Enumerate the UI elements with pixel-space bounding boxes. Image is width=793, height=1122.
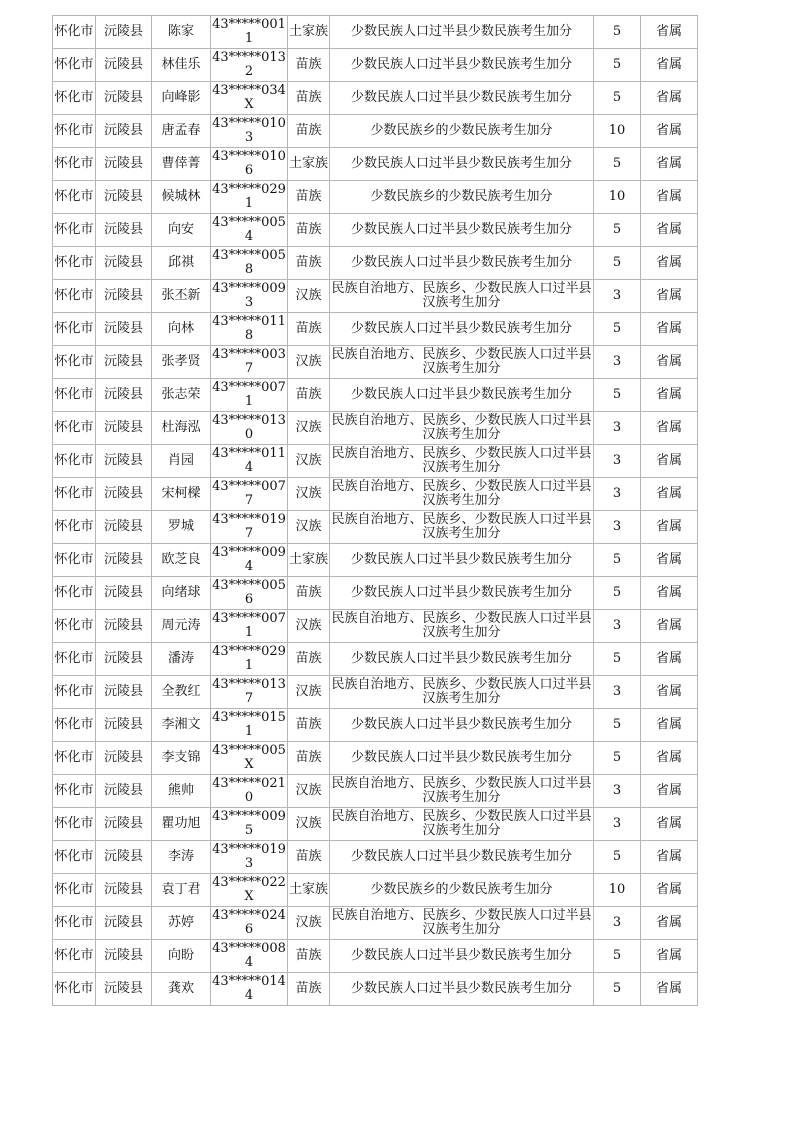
name-cell: 向林 (152, 313, 211, 346)
city-cell: 怀化市 (53, 544, 96, 577)
table-row (53, 346, 698, 379)
table-row (53, 841, 698, 874)
id-number-cell: 43*****0130 (211, 412, 288, 445)
table-row (53, 775, 698, 808)
bonus-policy-cell: 民族自治地方、民族乡、少数民族人口过半县汉族考生加分 (330, 511, 594, 544)
bonus-points-cell: 5 (594, 16, 641, 49)
name-cell: 曹倖菁 (152, 148, 211, 181)
county-cell: 沅陵县 (96, 412, 152, 445)
ethnicity-cell: 汉族 (288, 610, 330, 643)
city-cell: 怀化市 (53, 511, 96, 544)
level-cell: 省属 (641, 16, 698, 49)
bonus-points-cell: 5 (594, 214, 641, 247)
county-cell: 沅陵县 (96, 247, 152, 280)
ethnicity-cell: 苗族 (288, 742, 330, 775)
ethnicity-cell: 汉族 (288, 280, 330, 313)
level-cell: 省属 (641, 940, 698, 973)
bonus-points-cell: 5 (594, 841, 641, 874)
city-cell: 怀化市 (53, 445, 96, 478)
table-row (53, 610, 698, 643)
id-number-cell: 43*****0144 (211, 973, 288, 1006)
level-cell: 省属 (641, 742, 698, 775)
county-cell: 沅陵县 (96, 775, 152, 808)
id-number-cell: 43*****0246 (211, 907, 288, 940)
table-row (53, 445, 698, 478)
table-row (53, 709, 698, 742)
bonus-points-cell: 3 (594, 280, 641, 313)
bonus-points-cell: 3 (594, 511, 641, 544)
ethnicity-cell: 汉族 (288, 907, 330, 940)
level-cell: 省属 (641, 577, 698, 610)
bonus-policy-cell: 少数民族人口过半县少数民族考生加分 (330, 49, 594, 82)
city-cell: 怀化市 (53, 907, 96, 940)
bonus-policy-cell: 少数民族人口过半县少数民族考生加分 (330, 16, 594, 49)
county-cell: 沅陵县 (96, 643, 152, 676)
id-number-cell: 43*****005X (211, 742, 288, 775)
city-cell: 怀化市 (53, 16, 96, 49)
city-cell: 怀化市 (53, 214, 96, 247)
city-cell: 怀化市 (53, 148, 96, 181)
id-number-cell: 43*****034X (211, 82, 288, 115)
ethnicity-cell: 汉族 (288, 511, 330, 544)
ethnicity-cell: 土家族 (288, 148, 330, 181)
bonus-policy-cell: 少数民族人口过半县少数民族考生加分 (330, 247, 594, 280)
table-row (53, 280, 698, 313)
ethnicity-cell: 苗族 (288, 379, 330, 412)
bonus-policy-cell: 民族自治地方、民族乡、少数民族人口过半县汉族考生加分 (330, 676, 594, 709)
level-cell: 省属 (641, 181, 698, 214)
bonus-policy-cell: 少数民族人口过半县少数民族考生加分 (330, 940, 594, 973)
level-cell: 省属 (641, 709, 698, 742)
level-cell: 省属 (641, 445, 698, 478)
bonus-policy-cell: 民族自治地方、民族乡、少数民族人口过半县汉族考生加分 (330, 907, 594, 940)
name-cell: 宋柯樑 (152, 478, 211, 511)
table-row (53, 478, 698, 511)
ethnicity-cell: 汉族 (288, 676, 330, 709)
ethnicity-cell: 汉族 (288, 412, 330, 445)
bonus-points-cell: 5 (594, 973, 641, 1006)
name-cell: 张丕新 (152, 280, 211, 313)
name-cell: 候城林 (152, 181, 211, 214)
bonus-points-cell: 5 (594, 742, 641, 775)
bonus-policy-cell: 少数民族乡的少数民族考生加分 (330, 181, 594, 214)
level-cell: 省属 (641, 775, 698, 808)
bonus-policy-cell: 民族自治地方、民族乡、少数民族人口过半县汉族考生加分 (330, 280, 594, 313)
table-row (53, 16, 698, 49)
bonus-policy-cell: 少数民族乡的少数民族考生加分 (330, 874, 594, 907)
bonus-points-table (52, 15, 698, 1006)
county-cell: 沅陵县 (96, 742, 152, 775)
table-row (53, 874, 698, 907)
county-cell: 沅陵县 (96, 874, 152, 907)
level-cell: 省属 (641, 973, 698, 1006)
level-cell: 省属 (641, 148, 698, 181)
ethnicity-cell: 土家族 (288, 16, 330, 49)
bonus-policy-cell: 少数民族乡的少数民族考生加分 (330, 115, 594, 148)
level-cell: 省属 (641, 808, 698, 841)
table-row (53, 181, 698, 214)
bonus-points-cell: 5 (594, 709, 641, 742)
county-cell: 沅陵县 (96, 907, 152, 940)
id-number-cell: 43*****0210 (211, 775, 288, 808)
id-number-cell: 43*****0071 (211, 379, 288, 412)
id-number-cell: 43*****0132 (211, 49, 288, 82)
id-number-cell: 43*****0084 (211, 940, 288, 973)
county-cell: 沅陵县 (96, 841, 152, 874)
city-cell: 怀化市 (53, 181, 96, 214)
name-cell: 向峰影 (152, 82, 211, 115)
table-row (53, 907, 698, 940)
level-cell: 省属 (641, 643, 698, 676)
table-row (53, 544, 698, 577)
bonus-points-cell: 10 (594, 181, 641, 214)
bonus-policy-cell: 民族自治地方、民族乡、少数民族人口过半县汉族考生加分 (330, 346, 594, 379)
ethnicity-cell: 汉族 (288, 808, 330, 841)
bonus-policy-cell: 民族自治地方、民族乡、少数民族人口过半县汉族考生加分 (330, 478, 594, 511)
ethnicity-cell: 土家族 (288, 874, 330, 907)
city-cell: 怀化市 (53, 841, 96, 874)
level-cell: 省属 (641, 544, 698, 577)
ethnicity-cell: 苗族 (288, 577, 330, 610)
bonus-points-cell: 5 (594, 577, 641, 610)
id-number-cell: 43*****0193 (211, 841, 288, 874)
document-page (52, 15, 689, 1006)
bonus-points-cell: 5 (594, 643, 641, 676)
county-cell: 沅陵县 (96, 478, 152, 511)
table-row (53, 313, 698, 346)
level-cell: 省属 (641, 115, 698, 148)
city-cell: 怀化市 (53, 676, 96, 709)
table-row (53, 247, 698, 280)
table-row (53, 742, 698, 775)
table-row (53, 412, 698, 445)
ethnicity-cell: 苗族 (288, 247, 330, 280)
city-cell: 怀化市 (53, 577, 96, 610)
level-cell: 省属 (641, 247, 698, 280)
ethnicity-cell: 汉族 (288, 478, 330, 511)
city-cell: 怀化市 (53, 709, 96, 742)
table-row (53, 643, 698, 676)
county-cell: 沅陵县 (96, 115, 152, 148)
county-cell: 沅陵县 (96, 577, 152, 610)
id-number-cell: 43*****0095 (211, 808, 288, 841)
level-cell: 省属 (641, 49, 698, 82)
ethnicity-cell: 汉族 (288, 775, 330, 808)
county-cell: 沅陵县 (96, 445, 152, 478)
table-row (53, 115, 698, 148)
bonus-policy-cell: 少数民族人口过半县少数民族考生加分 (330, 82, 594, 115)
id-number-cell: 43*****0151 (211, 709, 288, 742)
bonus-points-cell: 3 (594, 676, 641, 709)
county-cell: 沅陵县 (96, 16, 152, 49)
table-row (53, 511, 698, 544)
name-cell: 张志荣 (152, 379, 211, 412)
city-cell: 怀化市 (53, 346, 96, 379)
table-row (53, 973, 698, 1006)
name-cell: 陈家 (152, 16, 211, 49)
table-row (53, 148, 698, 181)
level-cell: 省属 (641, 412, 698, 445)
name-cell: 潘涛 (152, 643, 211, 676)
bonus-points-cell: 3 (594, 610, 641, 643)
ethnicity-cell: 苗族 (288, 82, 330, 115)
id-number-cell: 43*****022X (211, 874, 288, 907)
city-cell: 怀化市 (53, 775, 96, 808)
county-cell: 沅陵县 (96, 808, 152, 841)
bonus-points-cell: 3 (594, 445, 641, 478)
name-cell: 向安 (152, 214, 211, 247)
county-cell: 沅陵县 (96, 511, 152, 544)
county-cell: 沅陵县 (96, 280, 152, 313)
table-row (53, 214, 698, 247)
level-cell: 省属 (641, 511, 698, 544)
id-number-cell: 43*****0056 (211, 577, 288, 610)
bonus-policy-cell: 少数民族人口过半县少数民族考生加分 (330, 841, 594, 874)
bonus-policy-cell: 少数民族人口过半县少数民族考生加分 (330, 742, 594, 775)
bonus-points-cell: 5 (594, 940, 641, 973)
county-cell: 沅陵县 (96, 181, 152, 214)
county-cell: 沅陵县 (96, 973, 152, 1006)
id-number-cell: 43*****0093 (211, 280, 288, 313)
name-cell: 李支锦 (152, 742, 211, 775)
id-number-cell: 43*****0118 (211, 313, 288, 346)
bonus-points-cell: 5 (594, 148, 641, 181)
county-cell: 沅陵县 (96, 49, 152, 82)
city-cell: 怀化市 (53, 313, 96, 346)
county-cell: 沅陵县 (96, 544, 152, 577)
name-cell: 向绪球 (152, 577, 211, 610)
city-cell: 怀化市 (53, 973, 96, 1006)
name-cell: 熊帅 (152, 775, 211, 808)
name-cell: 周元涛 (152, 610, 211, 643)
bonus-points-cell: 10 (594, 874, 641, 907)
name-cell: 瞿功旭 (152, 808, 211, 841)
name-cell: 肖园 (152, 445, 211, 478)
ethnicity-cell: 汉族 (288, 445, 330, 478)
table-row (53, 940, 698, 973)
city-cell: 怀化市 (53, 379, 96, 412)
id-number-cell: 43*****0054 (211, 214, 288, 247)
bonus-points-cell: 5 (594, 379, 641, 412)
id-number-cell: 43*****0114 (211, 445, 288, 478)
county-cell: 沅陵县 (96, 610, 152, 643)
id-number-cell: 43*****0103 (211, 115, 288, 148)
table-row (53, 379, 698, 412)
id-number-cell: 43*****0106 (211, 148, 288, 181)
name-cell: 龚欢 (152, 973, 211, 1006)
id-number-cell: 43*****0058 (211, 247, 288, 280)
table-row (53, 676, 698, 709)
county-cell: 沅陵县 (96, 346, 152, 379)
bonus-policy-cell: 少数民族人口过半县少数民族考生加分 (330, 148, 594, 181)
city-cell: 怀化市 (53, 610, 96, 643)
bonus-points-cell: 3 (594, 412, 641, 445)
name-cell: 李涛 (152, 841, 211, 874)
city-cell: 怀化市 (53, 874, 96, 907)
id-number-cell: 43*****0291 (211, 181, 288, 214)
county-cell: 沅陵县 (96, 148, 152, 181)
id-number-cell: 43*****0077 (211, 478, 288, 511)
county-cell: 沅陵县 (96, 313, 152, 346)
id-number-cell: 43*****0094 (211, 544, 288, 577)
bonus-policy-cell: 民族自治地方、民族乡、少数民族人口过半县汉族考生加分 (330, 775, 594, 808)
ethnicity-cell: 苗族 (288, 973, 330, 1006)
name-cell: 全教红 (152, 676, 211, 709)
level-cell: 省属 (641, 841, 698, 874)
name-cell: 欧芝良 (152, 544, 211, 577)
level-cell: 省属 (641, 379, 698, 412)
name-cell: 林佳乐 (152, 49, 211, 82)
level-cell: 省属 (641, 280, 698, 313)
ethnicity-cell: 苗族 (288, 709, 330, 742)
name-cell: 苏婷 (152, 907, 211, 940)
city-cell: 怀化市 (53, 49, 96, 82)
city-cell: 怀化市 (53, 82, 96, 115)
ethnicity-cell: 土家族 (288, 544, 330, 577)
table-row (53, 577, 698, 610)
name-cell: 唐孟春 (152, 115, 211, 148)
ethnicity-cell: 苗族 (288, 643, 330, 676)
bonus-points-cell: 5 (594, 82, 641, 115)
bonus-policy-cell: 民族自治地方、民族乡、少数民族人口过半县汉族考生加分 (330, 412, 594, 445)
level-cell: 省属 (641, 610, 698, 643)
bonus-policy-cell: 民族自治地方、民族乡、少数民族人口过半县汉族考生加分 (330, 610, 594, 643)
bonus-points-cell: 3 (594, 478, 641, 511)
name-cell: 李湘文 (152, 709, 211, 742)
bonus-points-cell: 5 (594, 544, 641, 577)
city-cell: 怀化市 (53, 478, 96, 511)
ethnicity-cell: 汉族 (288, 346, 330, 379)
county-cell: 沅陵县 (96, 82, 152, 115)
bonus-points-cell: 3 (594, 346, 641, 379)
ethnicity-cell: 苗族 (288, 49, 330, 82)
ethnicity-cell: 苗族 (288, 115, 330, 148)
city-cell: 怀化市 (53, 742, 96, 775)
level-cell: 省属 (641, 313, 698, 346)
city-cell: 怀化市 (53, 412, 96, 445)
ethnicity-cell: 苗族 (288, 181, 330, 214)
city-cell: 怀化市 (53, 808, 96, 841)
bonus-policy-cell: 少数民族人口过半县少数民族考生加分 (330, 379, 594, 412)
bonus-points-cell: 5 (594, 49, 641, 82)
name-cell: 张孝贤 (152, 346, 211, 379)
bonus-points-cell: 10 (594, 115, 641, 148)
bonus-policy-cell: 民族自治地方、民族乡、少数民族人口过半县汉族考生加分 (330, 445, 594, 478)
bonus-policy-cell: 少数民族人口过半县少数民族考生加分 (330, 709, 594, 742)
ethnicity-cell: 苗族 (288, 940, 330, 973)
ethnicity-cell: 苗族 (288, 214, 330, 247)
city-cell: 怀化市 (53, 280, 96, 313)
table-row (53, 82, 698, 115)
city-cell: 怀化市 (53, 643, 96, 676)
level-cell: 省属 (641, 346, 698, 379)
county-cell: 沅陵县 (96, 214, 152, 247)
table-row (53, 49, 698, 82)
level-cell: 省属 (641, 676, 698, 709)
table-body (53, 16, 698, 1006)
level-cell: 省属 (641, 907, 698, 940)
county-cell: 沅陵县 (96, 379, 152, 412)
bonus-points-cell: 3 (594, 808, 641, 841)
name-cell: 邱祺 (152, 247, 211, 280)
county-cell: 沅陵县 (96, 940, 152, 973)
county-cell: 沅陵县 (96, 709, 152, 742)
level-cell: 省属 (641, 214, 698, 247)
bonus-points-cell: 5 (594, 247, 641, 280)
bonus-policy-cell: 少数民族人口过半县少数民族考生加分 (330, 214, 594, 247)
name-cell: 袁丁君 (152, 874, 211, 907)
bonus-points-cell: 5 (594, 313, 641, 346)
level-cell: 省属 (641, 478, 698, 511)
id-number-cell: 43*****0011 (211, 16, 288, 49)
county-cell: 沅陵县 (96, 676, 152, 709)
id-number-cell: 43*****0137 (211, 676, 288, 709)
bonus-policy-cell: 民族自治地方、民族乡、少数民族人口过半县汉族考生加分 (330, 808, 594, 841)
city-cell: 怀化市 (53, 940, 96, 973)
ethnicity-cell: 苗族 (288, 841, 330, 874)
level-cell: 省属 (641, 874, 698, 907)
bonus-policy-cell: 少数民族人口过半县少数民族考生加分 (330, 577, 594, 610)
city-cell: 怀化市 (53, 115, 96, 148)
bonus-points-cell: 3 (594, 775, 641, 808)
name-cell: 杜海泓 (152, 412, 211, 445)
id-number-cell: 43*****0071 (211, 610, 288, 643)
level-cell: 省属 (641, 82, 698, 115)
city-cell: 怀化市 (53, 247, 96, 280)
id-number-cell: 43*****0037 (211, 346, 288, 379)
table-row (53, 808, 698, 841)
name-cell: 罗城 (152, 511, 211, 544)
ethnicity-cell: 苗族 (288, 313, 330, 346)
bonus-policy-cell: 少数民族人口过半县少数民族考生加分 (330, 643, 594, 676)
name-cell: 向盼 (152, 940, 211, 973)
bonus-policy-cell: 少数民族人口过半县少数民族考生加分 (330, 544, 594, 577)
bonus-policy-cell: 少数民族人口过半县少数民族考生加分 (330, 313, 594, 346)
id-number-cell: 43*****0291 (211, 643, 288, 676)
bonus-points-cell: 3 (594, 907, 641, 940)
id-number-cell: 43*****0197 (211, 511, 288, 544)
bonus-policy-cell: 少数民族人口过半县少数民族考生加分 (330, 973, 594, 1006)
